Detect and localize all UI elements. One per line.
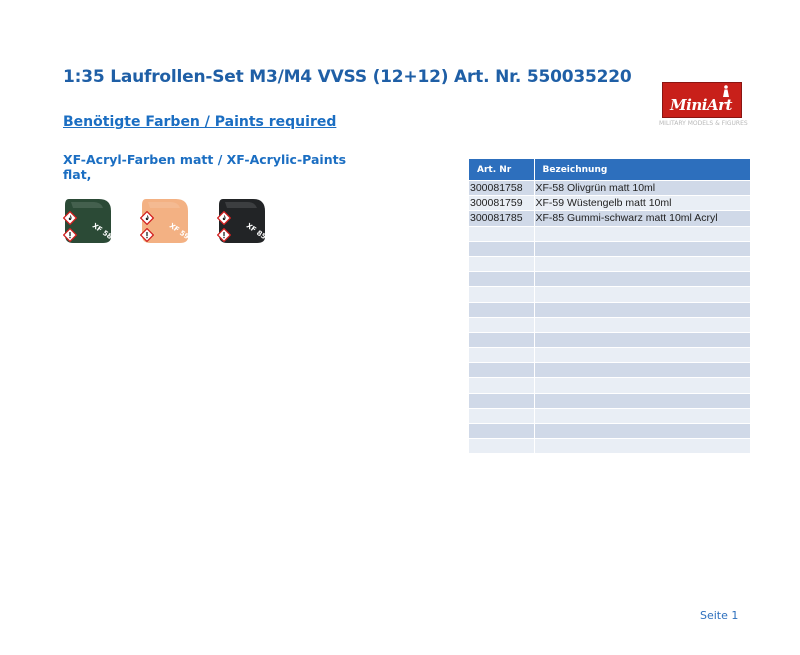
cell-art-nr xyxy=(469,226,534,241)
cell-bezeichnung xyxy=(534,408,750,423)
paint-jar-shine xyxy=(225,202,257,208)
table-row xyxy=(469,332,750,347)
table-row xyxy=(469,302,750,317)
cell-art-nr xyxy=(469,256,534,271)
table-row xyxy=(469,317,750,332)
table-header-row xyxy=(469,159,750,181)
cell-bezeichnung: XF-58 Olivgrün matt 10ml xyxy=(534,181,750,196)
cell-art-nr xyxy=(469,317,534,332)
table-row xyxy=(469,393,750,408)
page-number: Seite 1 xyxy=(700,609,739,622)
table-row xyxy=(469,363,750,378)
paint-table xyxy=(469,159,750,453)
flammable-icon xyxy=(63,211,77,225)
cell-bezeichnung xyxy=(534,287,750,302)
paint-jar-shine xyxy=(71,202,103,208)
table-row xyxy=(469,226,750,241)
cell-art-nr xyxy=(469,348,534,363)
cell-bezeichnung xyxy=(534,241,750,256)
cell-art-nr xyxy=(469,241,534,256)
cell-art-nr xyxy=(469,302,534,317)
paint-jar-label: XF 59 xyxy=(167,221,191,242)
logo-tagline: MILITARY MODELS & FIGURES xyxy=(659,120,748,127)
cell-bezeichnung xyxy=(534,332,750,347)
cell-art-nr xyxy=(469,363,534,378)
cell-bezeichnung xyxy=(534,302,750,317)
paint-jar-label: XF 58 xyxy=(90,221,114,242)
table-row xyxy=(469,196,750,211)
paint-jar xyxy=(217,197,289,245)
document-title: 1:35 Laufrollen-Set M3/M4 VVSS (12+12) Art. Nr. 550035220 xyxy=(63,67,632,87)
table-row xyxy=(469,408,750,423)
table-row xyxy=(469,241,750,256)
table-row xyxy=(469,211,750,226)
cell-bezeichnung: XF-59 Wüstengelb matt 10ml xyxy=(534,196,750,211)
table-row xyxy=(469,439,750,454)
table-row xyxy=(469,256,750,271)
cell-bezeichnung xyxy=(534,378,750,393)
cell-bezeichnung xyxy=(534,439,750,454)
cell-art-nr xyxy=(469,332,534,347)
table-row xyxy=(469,424,750,439)
warning-icon xyxy=(217,228,231,242)
cell-bezeichnung xyxy=(534,256,750,271)
cell-art-nr xyxy=(469,287,534,302)
paint-jar-label: XF 85 xyxy=(244,221,268,242)
paint-jar xyxy=(140,197,212,245)
table-row xyxy=(469,348,750,363)
paint-jar xyxy=(63,197,135,245)
cell-bezeichnung xyxy=(534,424,750,439)
table-row xyxy=(469,378,750,393)
cell-bezeichnung xyxy=(534,272,750,287)
table-row xyxy=(469,287,750,302)
cell-art-nr xyxy=(469,378,534,393)
cell-bezeichnung xyxy=(534,226,750,241)
flammable-icon xyxy=(217,211,231,225)
cell-bezeichnung: XF-85 Gummi-schwarz matt 10ml Acryl xyxy=(534,211,750,226)
cell-art-nr xyxy=(469,439,534,454)
cell-bezeichnung xyxy=(534,317,750,332)
cell-bezeichnung xyxy=(534,348,750,363)
cell-art-nr: 300081785 xyxy=(469,211,534,226)
paint-section-title: XF-Acryl-Farben matt / XF-Acrylic-Paints flat, xyxy=(63,152,347,182)
warning-icon xyxy=(63,228,77,242)
cell-art-nr xyxy=(469,408,534,423)
cell-art-nr: 300081758 xyxy=(469,181,534,196)
cell-art-nr: 300081759 xyxy=(469,196,534,211)
column-header-bezeichnung: Bezeichnung xyxy=(534,159,750,181)
warning-icon xyxy=(140,228,154,242)
cell-bezeichnung xyxy=(534,363,750,378)
cell-art-nr xyxy=(469,272,534,287)
paints-required-heading: Benötigte Farben / Paints required xyxy=(63,114,337,130)
cell-art-nr xyxy=(469,393,534,408)
logo-text: MiniArt xyxy=(670,96,732,114)
flammable-icon xyxy=(140,211,154,225)
table-row xyxy=(469,272,750,287)
cell-art-nr xyxy=(469,424,534,439)
miniart-logo xyxy=(659,82,748,128)
paint-jar-shine xyxy=(148,202,180,208)
table-row xyxy=(469,181,750,196)
column-header-art-nr: Art. Nr xyxy=(469,159,534,181)
cell-bezeichnung xyxy=(534,393,750,408)
